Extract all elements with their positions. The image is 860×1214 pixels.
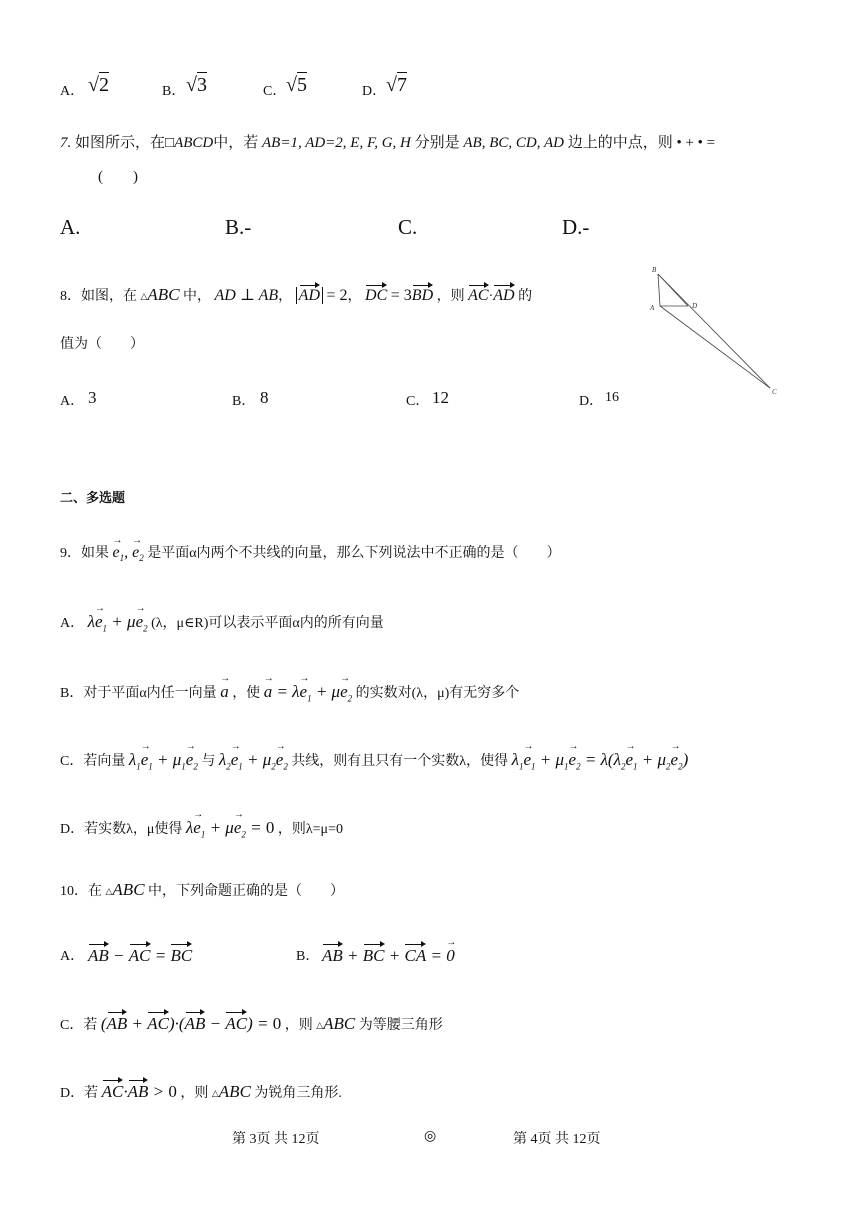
q9-option-c: C．若向量 $\lambda_1$ → $e_1 + \mu_1$ → $e_2$ 与 $\lambda_2$ → $e_1 + \mu_2$ → $e_2$ 共线，则有且只有一个实数λ，使得 $\lambda_1$ → $e_1 + \mu_1$ → $e_2 = \lambda(\lambda_2$ → $e_1 + \mu_2$ → $e_2$) <box>60 741 689 772</box>
q7-stem: 7. 如图所示，在□ABCD中，若 AB=1, AD=2, E, F, G, H 分别是 AB, BC, CD, AD 边上的中点，则 • + • = <box>60 135 716 151</box>
q6-sqrt-7: √7 <box>386 74 407 96</box>
footer-page-left: 第 3页 共 12页 <box>232 1132 320 1147</box>
section-title-multi-choice: 二、多选题 <box>60 491 126 506</box>
q6-option-a: A． <box>60 84 85 99</box>
fig-label-b: B <box>652 266 657 274</box>
fig-label-a: A <box>650 304 655 312</box>
q9-option-d: D．若实数λ，μ使得 λ → $e_1 + \mu$ → $e_2 = 0$ ，则λ=μ=0 <box>60 809 343 840</box>
q10-option-d: D．若 AC·AB > 0 ，则 △ABC 为锐角三角形. <box>60 1079 342 1102</box>
q7-option-c: C. <box>398 215 418 239</box>
q9-option-a: A． λ → $e_1 + \mu$ → $e_2$ (λ，μ∈R)可以表示平面α内的所有向量 <box>60 603 384 634</box>
q6-sqrt-2: √2 <box>88 74 109 96</box>
fig-label-c: C <box>772 388 777 396</box>
q8-triangle-figure <box>640 260 790 400</box>
footer-separator: ◎ <box>424 1129 437 1144</box>
q6-sqrt-5: √5 <box>286 74 307 96</box>
q7-option-a: A. <box>60 215 81 239</box>
q9-option-b: B．对于平面α内任一向量 → a ，使 → a = λ → $e_1 + \mu$ → $e_2$ 的实数对(λ，μ)有无穷多个 <box>60 673 520 704</box>
q7-option-d: D.- <box>562 215 590 239</box>
q7-paren: ( ) <box>98 169 138 185</box>
q6-option-d: D． <box>362 84 387 99</box>
q6-option-b: B． <box>162 84 186 99</box>
q9-stem: 9．如果 → $e_1$, → $e_2$ 是平面α内两个不共线的向量，那么下列说法中不正确的是（ ） <box>60 535 561 564</box>
q8-stem: 8．如图，在 △ABC 中， AD ⊥ AB， AD = 2， DC = 3BD ，则 AC·AD 的 <box>60 285 533 304</box>
q8-line2: 值为（ ） <box>60 337 144 352</box>
footer-page-right: 第 4页 共 12页 <box>513 1132 601 1147</box>
q10-option-c: C．若 (AB + AC)·(AB − AC) = 0 ，则 △ABC 为等腰三角形 <box>60 1011 443 1034</box>
q6-sqrt-3: √3 <box>186 74 207 96</box>
fig-label-d: D <box>692 302 698 310</box>
q6-option-c: C． <box>263 84 287 99</box>
q7-option-b: B.- <box>225 215 252 239</box>
q10-stem: 10．在 △ABC 中，下列命题正确的是（ ） <box>60 880 345 899</box>
